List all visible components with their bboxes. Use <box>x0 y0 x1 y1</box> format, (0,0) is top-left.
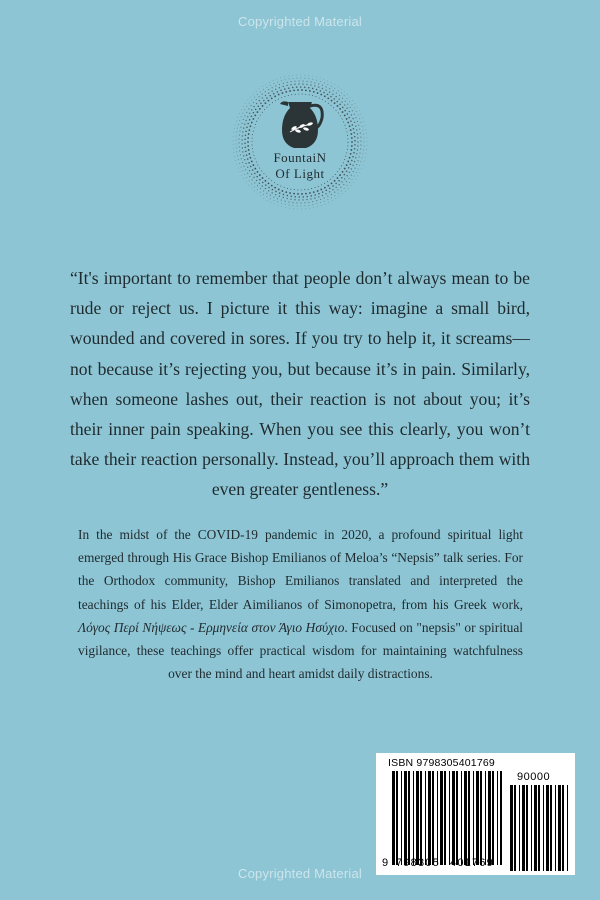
book-description <box>78 523 523 685</box>
barcode-left-digits: 798305 <box>396 857 440 869</box>
publisher-logo <box>230 72 370 212</box>
copyright-watermark-bottom: Copyrighted Material <box>238 866 362 881</box>
back-cover-quote: “It's important to remember that people don’t always mean to be rude or reject us. I picture it this way: imagine a small bird, wounded and covered in sores. If you try to help it, it screams—not because it’s rejecting you, but because it’s in pain. Similarly, when someone lashes out, their reaction is not about you; it’s their inner pain speaking. When you see this clearly, you won’t take their reaction personally. Instead, you’ll approach them with even greater gentleness.” <box>70 268 530 500</box>
amphora-olive-branch-icon <box>280 101 322 148</box>
price-code: 90000 <box>517 771 551 783</box>
logo-text-fountain: FountaiN <box>273 150 327 165</box>
barcode-right-digits: 401769 <box>450 857 494 869</box>
greek-work-title: Λόγος Περί Νήψεως - Ερμηνεία στον Άγιο Ησύχιο <box>78 619 345 635</box>
description-text-after: . Focused on "nepsis" or spiritual vigilance, these teachings offer practical wisdom for maintaining watchfulness over the mind and heart amidst daily distractions. <box>78 619 523 682</box>
isbn-barcode <box>376 753 575 875</box>
copyright-watermark-top: Copyrighted Material <box>238 14 362 29</box>
logo-text-of-light: Of Light <box>275 166 325 181</box>
barcode-first-digit: 9 <box>382 857 390 869</box>
description-text-before: In the midst of the COVID-19 pandemic in 2020, a profound spiritual light emerged through His Grace Bishop Emilianos of Meloa’s “Nepsis” talk series. For the Orthodox community, Bishop Emilianos translated and interpreted the teachings of his Elder, Elder Aimilianos of Simonopetra, from his Greek work, <box>78 527 523 612</box>
isbn-label: ISBN 9798305401769 <box>388 757 495 769</box>
